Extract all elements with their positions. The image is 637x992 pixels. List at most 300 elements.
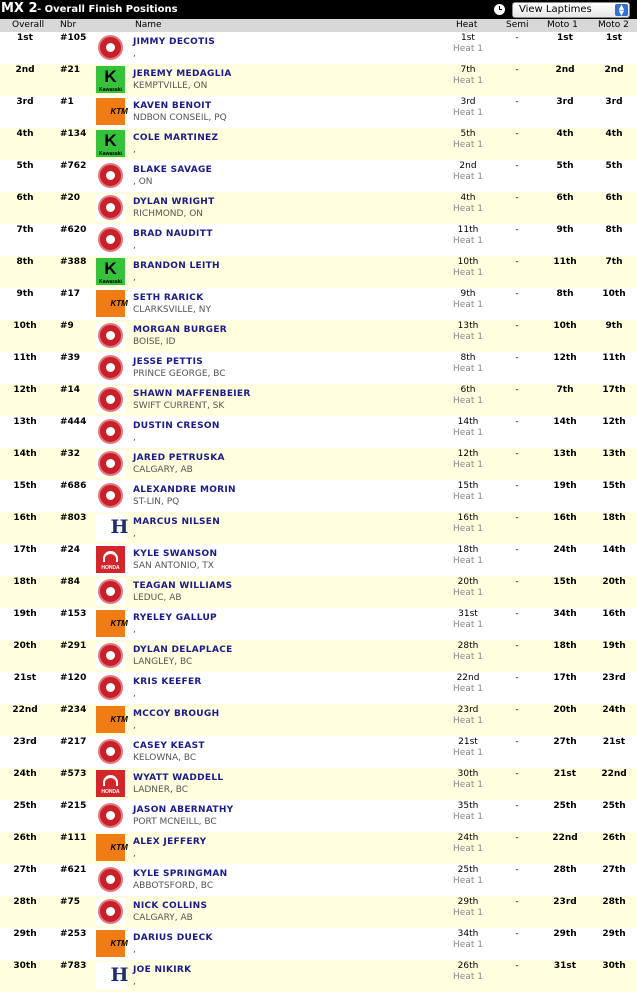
rider-hometown: ,: [133, 433, 136, 443]
rider-number: #84: [60, 577, 81, 587]
rider-hometown: LANGLEY, BC: [133, 657, 193, 667]
col-overall: Overall: [12, 20, 45, 30]
rider-name-link[interactable]: BRANDON LEITH: [133, 261, 220, 271]
rider-number: #234: [60, 705, 87, 715]
rider-hometown: CALGARY, AB: [133, 465, 193, 475]
rider-name-link[interactable]: DYLAN WRIGHT: [133, 197, 215, 207]
overall-position: 30th: [13, 961, 37, 971]
moto1-result: 23rd: [553, 897, 577, 907]
logo-text: KTM: [110, 715, 128, 724]
heat-result: 11th: [457, 225, 479, 235]
rider-hometown: , ON: [133, 177, 153, 187]
moto2-result: 15th: [602, 481, 626, 491]
brand-logo-cell: [96, 514, 129, 541]
moto2-result: 22nd: [601, 769, 627, 779]
yamaha-logo-icon: [96, 34, 125, 61]
overall-position: 11th: [13, 353, 37, 363]
logo-text: Kawasaki: [99, 151, 122, 157]
table-row: [0, 864, 637, 896]
table-row: [0, 288, 637, 320]
rider-number: #17: [60, 289, 81, 299]
rider-number: #105: [60, 33, 87, 43]
heat-result: 7th: [460, 65, 476, 75]
overall-position: 28th: [13, 897, 37, 907]
brand-logo-cell: [96, 898, 125, 925]
rider-number: #215: [60, 801, 87, 811]
moto1-result: 15th: [553, 577, 577, 587]
brand-logo-cell: [96, 834, 128, 861]
heat-result: 9th: [460, 289, 476, 299]
brand-logo-cell: [96, 386, 125, 413]
moto2-result: 17th: [602, 385, 626, 395]
view-laptimes-label: View Laptimes: [519, 4, 592, 15]
moto2-result: 9th: [605, 321, 623, 331]
rider-name-link[interactable]: JIMMY DECOTIS: [133, 37, 216, 47]
brand-logo-cell: [96, 226, 125, 253]
rider-number: #134: [60, 129, 87, 139]
yamaha-logo-icon: [96, 162, 125, 189]
brand-logo-cell: [96, 322, 125, 349]
table-row: [0, 608, 637, 640]
logo-text: KTM: [110, 843, 128, 852]
moto1-result: 12th: [553, 353, 577, 363]
semi-result: -: [515, 481, 519, 491]
brand-logo-cell: [96, 450, 125, 477]
rider-name-link[interactable]: DARIUS DUECK: [133, 933, 213, 943]
moto1-result: 3rd: [556, 97, 574, 107]
semi-result: -: [515, 321, 519, 331]
rider-name-link[interactable]: BLAKE SAVAGE: [133, 165, 213, 175]
heat-label: Heat 1: [453, 940, 483, 950]
rider-name-link[interactable]: CASEY KEAST: [133, 741, 205, 751]
rider-hometown: PRINCE GEORGE, BC: [133, 369, 226, 379]
overall-position: 5th: [16, 161, 34, 171]
heat-label: Heat 1: [453, 780, 483, 790]
rider-number: #111: [60, 833, 87, 843]
rider-name-link[interactable]: COLE MARTINEZ: [133, 133, 219, 143]
moto2-result: 30th: [602, 961, 626, 971]
heat-result: 2nd: [459, 161, 477, 171]
rider-name-link[interactable]: RYELEY GALLUP: [133, 613, 217, 623]
semi-result: -: [515, 289, 519, 299]
moto2-result: 3rd: [605, 97, 623, 107]
heat-result: 34th: [457, 929, 479, 939]
rider-name-link[interactable]: KYLE SWANSON: [133, 549, 218, 559]
heat-result: 14th: [457, 417, 479, 427]
table-row: [0, 448, 637, 480]
rider-hometown: ,: [133, 625, 136, 635]
yamaha-logo-icon: [96, 322, 125, 349]
heat-label: Heat 1: [453, 620, 483, 630]
semi-result: -: [515, 577, 519, 587]
rider-name-link[interactable]: JASON ABERNATHY: [133, 805, 234, 815]
rider-hometown: PORT MCNEILL, BC: [133, 817, 217, 827]
rider-number: #153: [60, 609, 87, 619]
rider-hometown: RICHMOND, ON: [133, 209, 204, 219]
moto1-result: 1st: [557, 33, 573, 43]
kawasaki-logo-icon: K Kawasaki: [96, 130, 125, 157]
semi-result: -: [515, 129, 519, 139]
rider-hometown: ,: [133, 49, 136, 59]
rider-name-link[interactable]: ALEXANDRE MORIN: [133, 485, 236, 495]
semi-result: -: [515, 641, 519, 651]
heat-label: Heat 1: [453, 652, 483, 662]
moto1-result: 29th: [553, 929, 577, 939]
rider-name-link[interactable]: SHAWN MAFFENBEIER: [133, 389, 251, 399]
heat-result: 8th: [460, 353, 476, 363]
moto1-result: 6th: [556, 193, 574, 203]
brand-logo-cell: [96, 66, 125, 93]
brand-logo-cell: [96, 802, 125, 829]
moto1-result: 13th: [553, 449, 577, 459]
rider-name-link[interactable]: TEAGAN WILLIAMS: [133, 581, 233, 591]
ktm-logo-icon: [96, 834, 128, 861]
brand-logo-cell: [96, 706, 128, 733]
moto1-result: 19th: [553, 481, 577, 491]
rider-name-link[interactable]: MORGAN BURGER: [133, 325, 228, 335]
heat-label: Heat 1: [453, 716, 483, 726]
heat-label: Heat 1: [453, 684, 483, 694]
overall-position: 20th: [13, 641, 37, 651]
rider-number: #686: [60, 481, 87, 491]
honda-logo-icon: [96, 770, 125, 797]
heat-label: Heat 1: [453, 268, 483, 278]
yamaha-logo-icon: [96, 738, 125, 765]
rider-number: #21: [60, 65, 81, 75]
semi-result: -: [515, 545, 519, 555]
logo-text: Kawasaki: [99, 279, 122, 285]
rider-name-link[interactable]: JEREMY MEDAGLIA: [133, 69, 232, 79]
husqvarna-logo-icon: [96, 962, 129, 989]
overall-position: 18th: [13, 577, 37, 587]
overall-position: 25th: [13, 801, 37, 811]
moto1-result: 14th: [553, 417, 577, 427]
rider-name-link[interactable]: JOE NIKIRK: [133, 965, 192, 975]
heat-label: Heat 1: [453, 44, 483, 54]
view-laptimes-select[interactable]: [512, 2, 630, 18]
overall-position: 9th: [16, 289, 34, 299]
rider-number: #120: [60, 673, 87, 683]
heat-label: Heat 1: [453, 172, 483, 182]
heat-result: 13th: [457, 321, 479, 331]
clock-icon[interactable]: [494, 4, 505, 15]
moto2-result: 5th: [605, 161, 623, 171]
ktm-logo-icon: [96, 98, 128, 125]
rider-hometown: KEMPTVILLE, ON: [133, 81, 208, 91]
moto1-result: 25th: [553, 801, 577, 811]
column-headers: [0, 19, 637, 32]
heat-result: 30th: [457, 769, 479, 779]
heat-label: Heat 1: [453, 140, 483, 150]
rider-number: #20: [60, 193, 81, 203]
logo-text: KTM: [110, 939, 128, 948]
heat-result: 15th: [457, 481, 479, 491]
table-row: [0, 768, 637, 800]
heat-label: Heat 1: [453, 908, 483, 918]
semi-result: -: [515, 385, 519, 395]
heat-result: 22nd: [456, 673, 480, 683]
logo-text: HONDA: [101, 565, 120, 571]
moto2-result: 6th: [605, 193, 623, 203]
overall-position: 15th: [13, 481, 37, 491]
brand-logo-cell: [96, 482, 125, 509]
col-nbr: Nbr: [60, 20, 77, 30]
rider-hometown: LEDUC, AB: [133, 593, 182, 603]
table-row: [0, 320, 637, 352]
overall-position: 3rd: [16, 97, 34, 107]
rider-hometown: ,: [133, 529, 136, 539]
heat-label: Heat 1: [453, 396, 483, 406]
rider-name-link[interactable]: WYATT WADDELL: [133, 773, 224, 783]
heat-result: 26th: [457, 961, 479, 971]
semi-result: -: [515, 801, 519, 811]
table-row: [0, 832, 637, 864]
rider-hometown: ABBOTSFORD, BC: [133, 881, 214, 891]
rider-hometown: CALGARY, AB: [133, 913, 193, 923]
rider-name-link[interactable]: KYLE SPRINGMAN: [133, 869, 228, 879]
brand-logo-cell: [96, 194, 125, 221]
rider-number: #444: [60, 417, 87, 427]
heat-result: 6th: [460, 385, 476, 395]
table-row: [0, 512, 637, 544]
table-row: [0, 416, 637, 448]
rider-number: #9: [60, 321, 74, 331]
brand-logo-cell: [96, 578, 125, 605]
overall-position: 2nd: [15, 65, 35, 75]
table-row: [0, 928, 637, 960]
semi-result: -: [515, 769, 519, 779]
heat-result: 25th: [457, 865, 479, 875]
moto2-result: 24th: [602, 705, 626, 715]
semi-result: -: [515, 833, 519, 843]
overall-position: 24th: [13, 769, 37, 779]
rider-number: #24: [60, 545, 81, 555]
rider-number: #14: [60, 385, 81, 395]
page-subtitle: - Overall Finish Positions: [37, 4, 178, 15]
heat-label: Heat 1: [453, 812, 483, 822]
semi-result: -: [515, 897, 519, 907]
overall-position: 26th: [13, 833, 37, 843]
heat-label: Heat 1: [453, 300, 483, 310]
rider-hometown: ,: [133, 145, 136, 155]
semi-result: -: [515, 225, 519, 235]
rider-name-link[interactable]: NICK COLLINS: [133, 901, 208, 911]
heat-result: 18th: [457, 545, 479, 555]
chevron-updown-icon: ▲ ▼: [615, 4, 628, 16]
moto1-result: 16th: [553, 513, 577, 523]
rider-hometown: SWIFT CURRENT, SK: [133, 401, 225, 411]
logo-text: KTM: [110, 107, 128, 116]
table-row: [0, 256, 637, 288]
rider-name-link[interactable]: KRIS KEEFER: [133, 677, 202, 687]
heat-result: 3rd: [460, 97, 476, 107]
kawasaki-logo-icon: K Kawasaki: [96, 258, 125, 285]
overall-position: 10th: [13, 321, 37, 331]
heat-result: 16th: [457, 513, 479, 523]
moto2-result: 8th: [605, 225, 623, 235]
overall-position: 16th: [13, 513, 37, 523]
brand-logo-cell: [96, 130, 125, 157]
heat-label: Heat 1: [453, 876, 483, 886]
rider-hometown: ,: [133, 849, 136, 859]
heat-label: Heat 1: [453, 108, 483, 118]
heat-label: Heat 1: [453, 524, 483, 534]
overall-position: 8th: [16, 257, 34, 267]
results-table: [0, 32, 637, 992]
heat-label: Heat 1: [453, 972, 483, 982]
honda-logo-icon: [96, 546, 125, 573]
overall-position: 6th: [16, 193, 34, 203]
yamaha-logo-icon: [96, 482, 125, 509]
moto2-result: 12th: [602, 417, 626, 427]
rider-hometown: KELOWNA, BC: [133, 753, 197, 763]
overall-position: 23rd: [13, 737, 37, 747]
rider-hometown: ,: [133, 689, 136, 699]
table-row: [0, 64, 637, 96]
overall-position: 22nd: [12, 705, 38, 715]
rider-number: #253: [60, 929, 87, 939]
moto1-result: 20th: [553, 705, 577, 715]
moto1-result: 18th: [553, 641, 577, 651]
overall-position: 14th: [13, 449, 37, 459]
col-semi: Semi: [506, 20, 529, 30]
heat-label: Heat 1: [453, 204, 483, 214]
semi-result: -: [515, 961, 519, 971]
moto1-result: 24th: [553, 545, 577, 555]
yamaha-logo-icon: [96, 866, 125, 893]
moto2-result: 29th: [602, 929, 626, 939]
rider-name-link[interactable]: JESSE PETTIS: [133, 357, 203, 367]
yamaha-logo-icon: [96, 450, 125, 477]
kawasaki-logo-icon: K Kawasaki: [96, 66, 125, 93]
rider-number: #762: [60, 161, 87, 171]
brand-logo-cell: [96, 770, 125, 797]
heat-result: 4th: [460, 193, 476, 203]
rider-number: #573: [60, 769, 87, 779]
yamaha-logo-icon: [96, 194, 125, 221]
rider-name-link[interactable]: MCCOY BROUGH: [133, 709, 220, 719]
heat-result: 20th: [457, 577, 479, 587]
moto1-result: 21st: [553, 769, 577, 779]
moto1-result: 17th: [553, 673, 577, 683]
rider-number: #39: [60, 353, 81, 363]
overall-position: 29th: [13, 929, 37, 939]
rider-name-link[interactable]: SETH RARICK: [133, 293, 204, 303]
moto1-result: 11th: [553, 257, 577, 267]
semi-result: -: [515, 513, 519, 523]
table-row: [0, 800, 637, 832]
brand-logo-cell: [96, 258, 125, 285]
rider-name-link[interactable]: BRAD NAUDITT: [133, 229, 213, 239]
yamaha-logo-icon: [96, 354, 125, 381]
table-row: [0, 576, 637, 608]
moto1-result: 2nd: [555, 65, 575, 75]
semi-result: -: [515, 673, 519, 683]
semi-result: -: [515, 97, 519, 107]
logo-text: H: [110, 516, 129, 538]
rider-hometown: BOISE, ID: [133, 337, 176, 347]
table-row: [0, 736, 637, 768]
brand-logo-cell: [96, 930, 128, 957]
moto2-result: 10th: [602, 289, 626, 299]
heat-label: Heat 1: [453, 492, 483, 502]
rider-number: #291: [60, 641, 87, 651]
moto1-result: 10th: [553, 321, 577, 331]
table-row: [0, 352, 637, 384]
moto2-result: 25th: [602, 801, 626, 811]
brand-logo-cell: [96, 546, 125, 573]
rider-number: #75: [60, 897, 81, 907]
col-moto2: Moto 2: [598, 20, 629, 30]
brand-logo-cell: [96, 866, 125, 893]
rider-number: #217: [60, 737, 87, 747]
semi-result: -: [515, 353, 519, 363]
moto2-result: 19th: [602, 641, 626, 651]
rider-name-link[interactable]: ALEX JEFFERY: [133, 837, 207, 847]
semi-result: -: [515, 865, 519, 875]
logo-text: HONDA: [101, 789, 120, 795]
semi-result: -: [515, 193, 519, 203]
overall-position: 12th: [13, 385, 37, 395]
table-row: [0, 384, 637, 416]
moto1-result: 5th: [556, 161, 574, 171]
moto2-result: 20th: [602, 577, 626, 587]
rider-name-link[interactable]: DYLAN DELAPLACE: [133, 645, 233, 655]
rider-name-link[interactable]: DUSTIN CRESON: [133, 421, 220, 431]
rider-name-link[interactable]: KAVEN BENOIT: [133, 101, 212, 111]
moto2-result: 1st: [606, 33, 622, 43]
heat-result: 10th: [457, 257, 479, 267]
rider-name-link[interactable]: MARCUS NILSEN: [133, 517, 221, 527]
semi-result: -: [515, 737, 519, 747]
semi-result: -: [515, 161, 519, 171]
overall-position: 19th: [13, 609, 37, 619]
moto1-result: 34th: [553, 609, 577, 619]
ktm-logo-icon: [96, 930, 128, 957]
heat-label: Heat 1: [453, 428, 483, 438]
semi-result: -: [515, 449, 519, 459]
heat-result: 12th: [457, 449, 479, 459]
rider-hometown: ,: [133, 945, 136, 955]
moto2-result: 16th: [602, 609, 626, 619]
moto2-result: 11th: [602, 353, 626, 363]
class-label: MX 2: [1, 1, 38, 16]
moto1-result: 28th: [553, 865, 577, 875]
moto2-result: 7th: [605, 257, 623, 267]
overall-position: 27th: [13, 865, 37, 875]
yamaha-logo-icon: [96, 674, 125, 701]
brand-logo-cell: [96, 354, 125, 381]
table-row: [0, 544, 637, 576]
rider-hometown: ,: [133, 273, 136, 283]
moto2-result: 18th: [602, 513, 626, 523]
heat-result: 5th: [460, 129, 476, 139]
heat-label: Heat 1: [453, 588, 483, 598]
moto2-result: 13th: [602, 449, 626, 459]
table-row: [0, 96, 637, 128]
logo-text: KTM: [110, 299, 128, 308]
husqvarna-logo-icon: [96, 514, 129, 541]
rider-number: #783: [60, 961, 87, 971]
heat-label: Heat 1: [453, 76, 483, 86]
brand-logo-cell: [96, 738, 125, 765]
semi-result: -: [515, 929, 519, 939]
moto2-result: 21st: [602, 737, 626, 747]
semi-result: -: [515, 33, 519, 43]
table-row: [0, 192, 637, 224]
rider-name-link[interactable]: JARED PETRUSKA: [133, 453, 225, 463]
table-row: [0, 224, 637, 256]
